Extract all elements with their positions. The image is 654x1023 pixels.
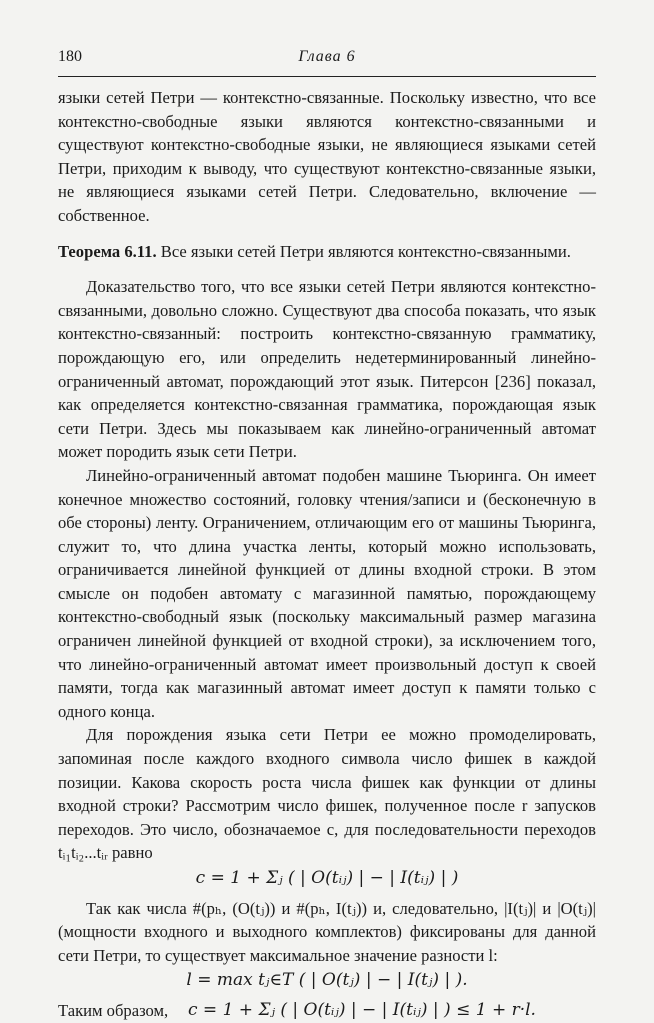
final-line <box>58 999 596 1023</box>
formula-c: c = 1 + Σⱼ ( | O(tᵢⱼ) | − | I(tᵢⱼ) | ) <box>195 868 459 888</box>
running-head: Глава 6 <box>298 48 356 65</box>
paragraph-1: языки сетей Петри — контекстно-связанные. Поскольку известно, что все контекстно-свободные языки являются контекстно-связанными и существуют контекстно-свободные языки, не являющиеся языками сетей Петри, приходим к выводу, что существуют контекстно-связанные языки, не являющиеся языками сетей Петри. Следовательно, включение — собственное. <box>58 88 596 225</box>
page-header <box>58 48 596 72</box>
theorem-block <box>58 240 596 264</box>
paragraph-tokens: Для порождения языка сети Петри ее можно промоделировать, запоминая после каждого входного символа число фишек в каждой позиции. Какова скорость роста числа фишек как функции от длины входной строки? Рассмотрим число фишек, полученное после r запусков переходов. Это число, обозначаемое c, для последовательности переходов tᵢ₁tᵢ₂...tᵢᵣ равно <box>58 725 596 863</box>
formula-bound: c = 1 + Σⱼ ( | O(tᵢⱼ) | − | I(tᵢⱼ) | ) ≤ 1 + r·l. <box>188 999 536 1020</box>
paragraph-proof: Доказательство того, что все языки сетей Петри являются контекстно-связанными, довольно сложно. Существуют два способа показать, что язык контекстно-связанный: построить контекстно-связанную грамматику, порождающую его, или определить недетерминированный линейно-ограниченный автомат, порождающий этот язык. Питерсон [236] показал, как определяется контекстно-связанная грамматика, порождающая язык сети Петри. Здесь мы показываем как линейно-ограниченный автомат может породить язык сети Петри. <box>58 277 596 462</box>
header-rule <box>58 76 596 77</box>
theorem-label: Теорема 6.11. <box>58 241 157 261</box>
page-number: 180 <box>58 48 82 65</box>
theorem-text: Все языки сетей Петри являются контекстно-связанными. <box>160 241 571 261</box>
paragraph-max: Так как числа #(pₕ, (O(tⱼ)) и #(pₕ, I(tⱼ)) и, следовательно, |I(tⱼ)| и |O(tⱼ)| (мощности входного и выходного комплектов) фиксированы для данной сети Петри, то существует максимальное значение разности l: <box>58 898 596 965</box>
page-body <box>58 86 596 1023</box>
formula-l: l = max tⱼ∈T ( | O(tⱼ) | − | I(tⱼ) | ). <box>186 970 468 991</box>
final-label: Таким образом, <box>58 1000 169 1020</box>
paragraph-lba: Линейно-ограниченный автомат подобен машине Тьюринга. Он имеет конечное множество состояний, головку чтения/записи и (бесконечную в обе стороны) ленту. Ограничением, отличающим его от машины Тьюринга, служит то, что длина участка ленты, который можно использовать, ограничивается линейной функцией от длины входной строки. В этом смысле он подобен автомату с магазинной памятью, порождающему контекстно-свободный язык (поскольку максимальный размер магазина ограничен линейной функцией от входной строки), за исключением того, что линейно-ограниченный автомат имеет произвольный доступ к своей памяти, тогда как магазинный автомат имеет доступ к памяти только с одного конца. <box>58 465 596 721</box>
